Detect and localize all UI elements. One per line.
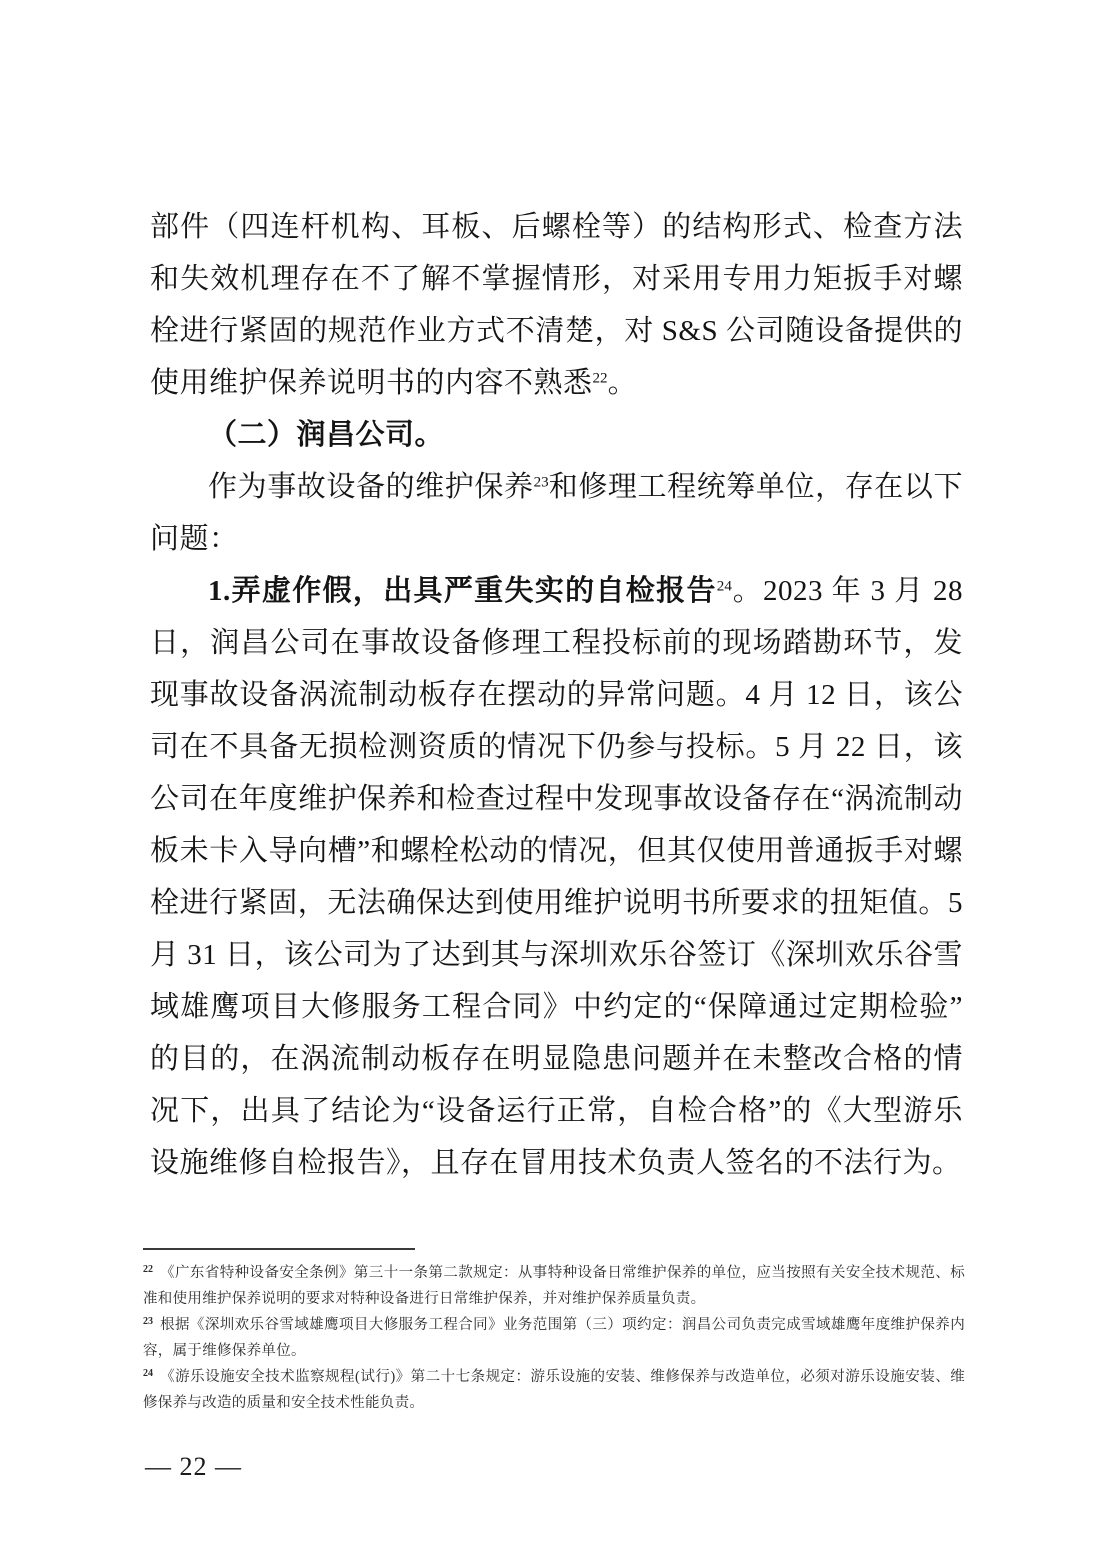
- page-number: — 22 —: [145, 1452, 242, 1481]
- footnote-ref-24: 24: [716, 578, 732, 595]
- footnote-marker-22: 22: [143, 1263, 153, 1275]
- page-content: [150, 201, 963, 1189]
- paragraph-item-1: [150, 565, 963, 1189]
- footnote-separator: [143, 1248, 415, 1250]
- footnote-marker-24: 24: [143, 1367, 153, 1379]
- paragraph-item-1-bold-lead: 1.弄虚作假，出具严重失实的自检报告: [208, 575, 717, 607]
- footnote-ref-23: 23: [533, 474, 549, 491]
- section-heading: [150, 409, 963, 461]
- footnote-item: [143, 1312, 965, 1364]
- paragraph-intro-rest: 和修理工程统筹单位，存在以下问题：: [150, 471, 963, 555]
- paragraph-intro: [150, 461, 963, 565]
- footnotes-section: [143, 1248, 965, 1416]
- footnote-list: [143, 1260, 965, 1416]
- footnote-text-23: 根据《深圳欢乐谷雪域雄鹰项目大修服务工程合同》业务范围第（三）项约定：润昌公司负责完成雪域雄鹰年度维护保养内容，属于维修保养单位。: [143, 1317, 965, 1359]
- footnote-text-24: 《游乐设施安全技术监察规程(试行)》第二十七条规定：游乐设施的安装、维修保养与改造单位，必须对游乐设施安装、维修保养与改造的质量和安全技术性能负责。: [143, 1369, 965, 1411]
- footnote-item: [143, 1260, 965, 1312]
- paragraph-intro-lead: 作为事故设备的维护保养: [208, 471, 534, 503]
- paragraph-continuation: [150, 201, 963, 409]
- paragraph-continuation-text: 部件（四连杆机构、耳板、后螺栓等）的结构形式、检查方法和失效机理存在不了解不掌握情形，对采用专用力矩扳手对螺栓进行紧固的规范作业方式不清楚，对 S&S 公司随设备提供的使用维护保养说明书的内容不熟悉: [150, 211, 963, 399]
- footnote-item: [143, 1364, 965, 1416]
- section-heading-text: （二）润昌公司。: [208, 419, 445, 451]
- paragraph-continuation-period: 。: [607, 367, 638, 399]
- footnote-ref-22: 22: [592, 370, 608, 387]
- paragraph-item-1-rest: 。2023 年 3 月 28 日，润昌公司在事故设备修理工程投标前的现场踏勘环节，发现事故设备涡流制动板存在摆动的异常问题。4 月 12 日，该公司在不具备无损检测资质的情况下仍参与投标。5 月 22 日，该公司在年度维护保养和检查过程中发现事故设备存在“涡流制动板未卡入导向槽”和螺栓松动的情况，但其仅使用普通扳手对螺栓进行紧固，无法确保达到使用维护说明书所要求的扭矩值。5 月 31 日，该公司为了达到其与深圳欢乐谷签订《深圳欢乐谷雪域雄鹰项目大修服务工程合同》中约定的“保障通过定期检验”的目的，在涡流制动板存在明显隐患问题并在未整改合格的情况下，出具了结论为“设备运行正常，自检合格”的《大型游乐设施维修自检报告》，且存在冒用技术负责人签名的不法行为。: [150, 575, 963, 1179]
- footnote-text-22: 《广东省特种设备安全条例》第三十一条第二款规定：从事特种设备日常维护保养的单位，应当按照有关安全技术规范、标准和使用维护保养说明的要求对特种设备进行日常维护保养，并对维护保养质量负责。: [143, 1265, 965, 1307]
- footnote-marker-23: 23: [143, 1315, 153, 1327]
